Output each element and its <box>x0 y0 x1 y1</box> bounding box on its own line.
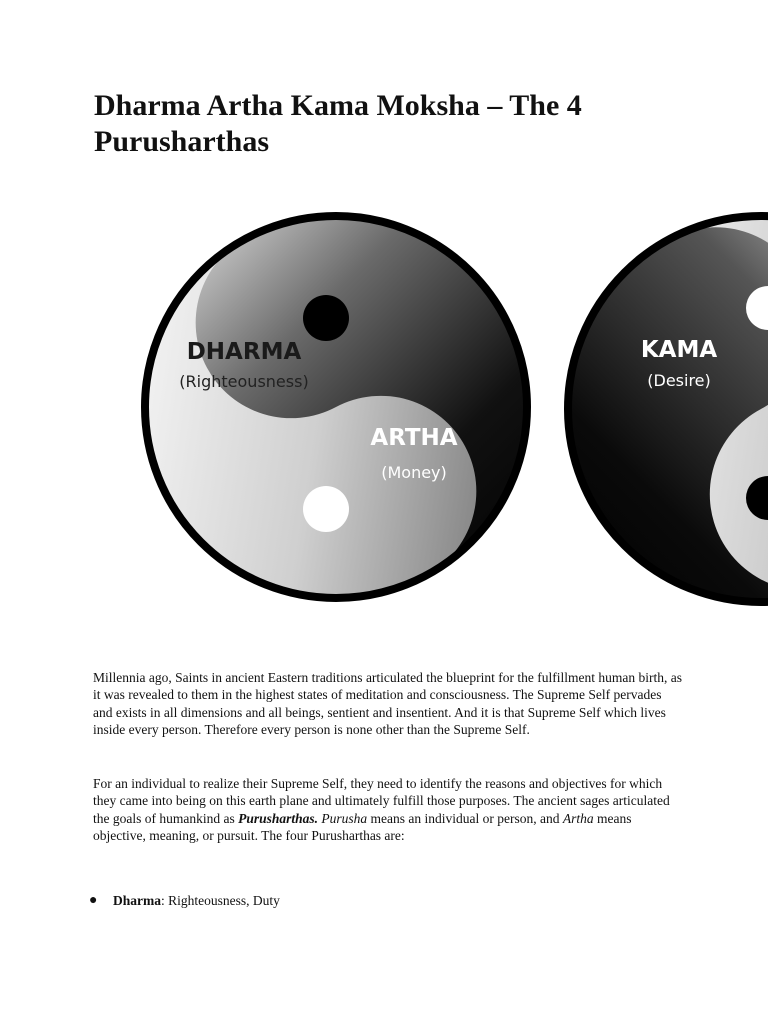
paragraph-text: means an individual or person, and <box>367 810 563 826</box>
yin-yang-image <box>93 160 768 660</box>
paragraph-text: For an individual to realize their Supreme Self, they need to identify the reasons and objectives for which they came into being on this earth plane and ultimately fulfill those purposes. The ancient sages articulated the goals of humankind as <box>93 776 670 826</box>
right-yin-yang-symbol <box>568 160 768 625</box>
purusharthas-paragraph <box>93 775 683 845</box>
artha-sub-label: (Money) <box>381 463 447 482</box>
dharma-label: DHARMA <box>186 339 302 365</box>
kama-sub-label: (Desire) <box>647 371 711 390</box>
article-title: Dharma Artha Kama Moksha – The 4 Purusharthas <box>94 89 582 158</box>
purusha-term: Purusha <box>321 810 368 826</box>
purusharthas-term: Purusharthas. <box>238 810 319 826</box>
purusharthas-list <box>89 890 280 912</box>
kama-label: KAMA <box>640 337 718 363</box>
list-item <box>89 890 280 912</box>
artha-label: ARTHA <box>370 425 458 451</box>
list-item-desc: : Righteousness, Duty <box>161 893 280 908</box>
list-item-term: Dharma <box>113 893 161 908</box>
bullet-icon: ● <box>89 893 98 908</box>
paragraph-text: means objective, meaning, or pursuit. The four Purusharthas are: <box>93 810 632 844</box>
dharma-sub-label: (Righteousness) <box>179 372 309 391</box>
left-yin-yang-symbol <box>93 194 527 660</box>
intro-paragraph: Millennia ago, Saints in ancient Eastern traditions articulated the blueprint for the fulfillment human birth, as it was revealed to them in the highest states of meditation and consciousness. The Supreme Self pervades and exists in all dimensions and all beings, sentient and insentient. And it is that Supreme Self which lives inside every person. Therefore every person is none other than the Supreme Self. <box>93 670 682 738</box>
artha-term: Artha <box>562 810 594 826</box>
